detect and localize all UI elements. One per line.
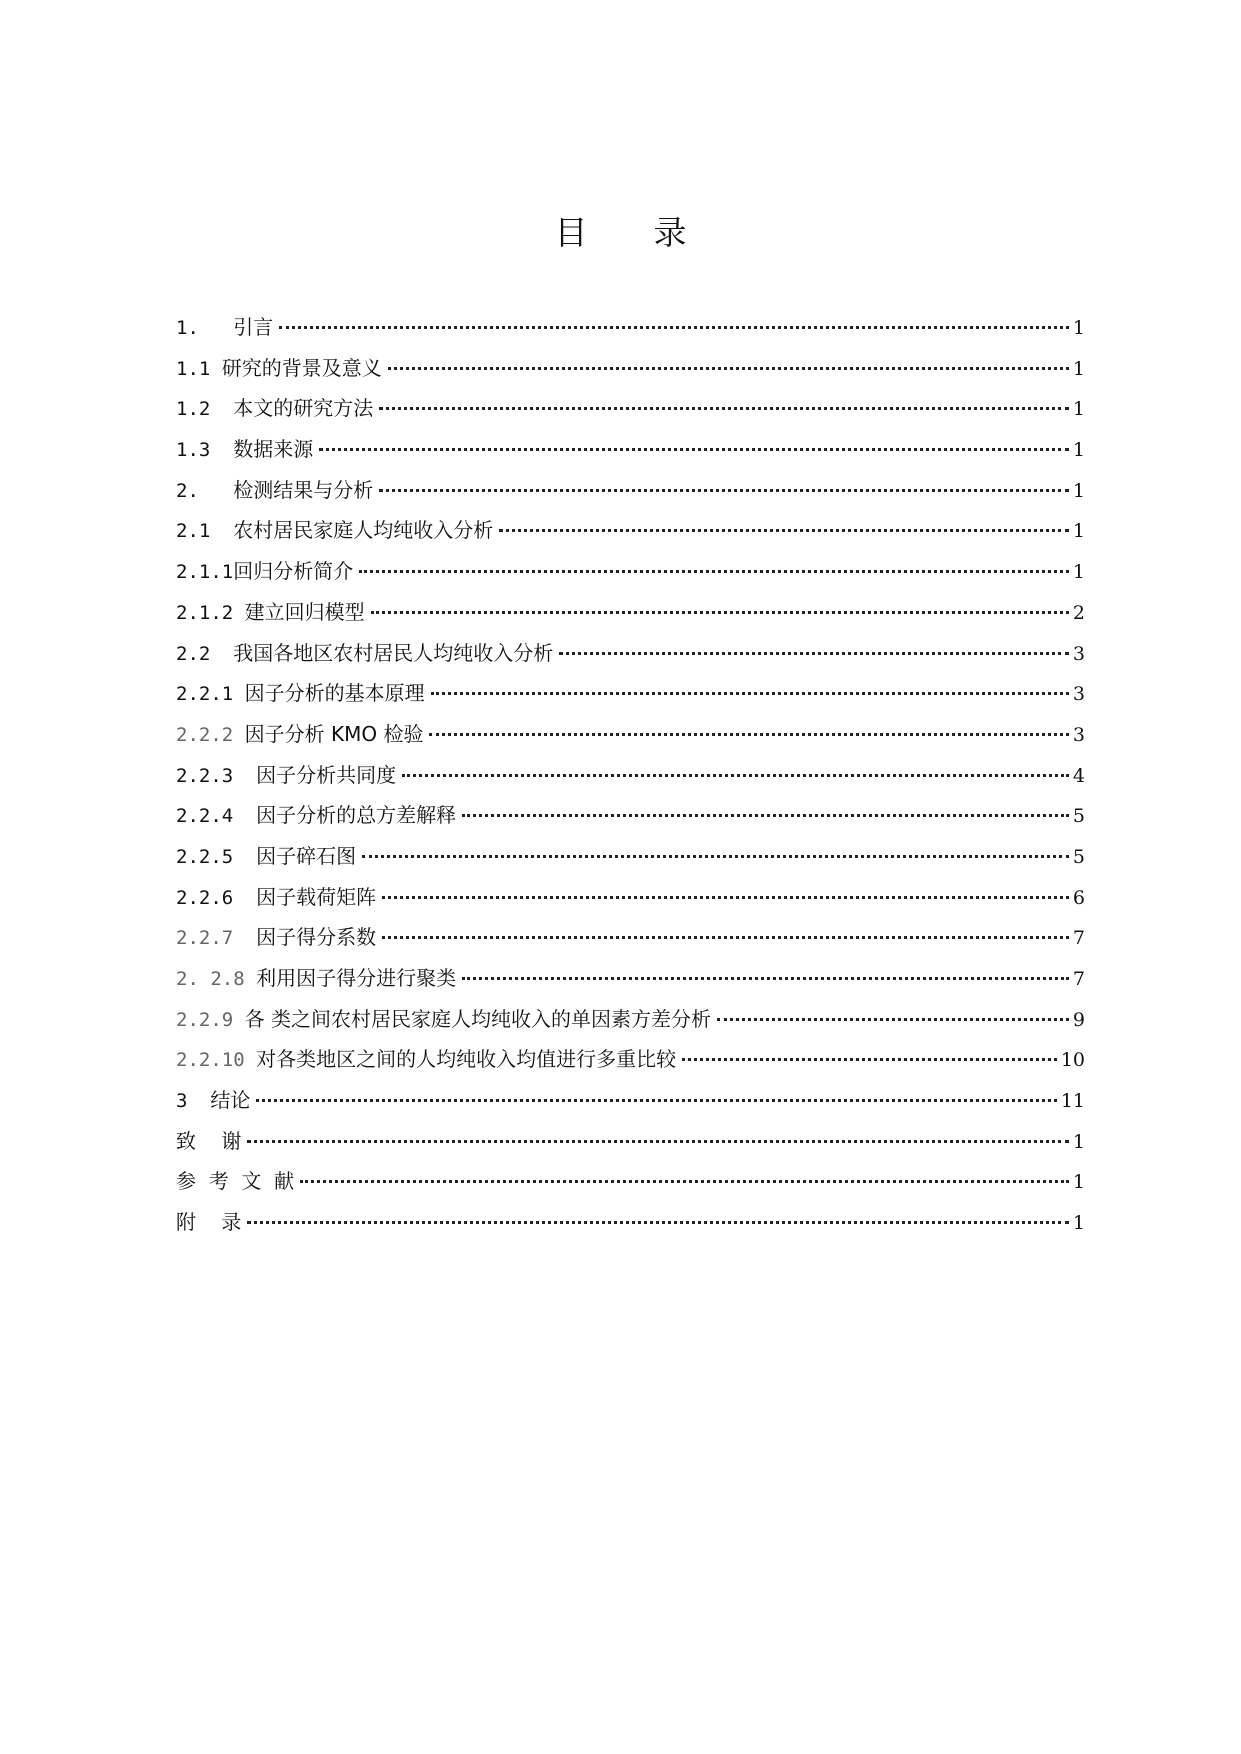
toc-entry-page: 10 bbox=[1060, 1049, 1085, 1072]
toc-entry-page: 1 bbox=[1072, 561, 1085, 584]
toc-entry-number: 2.2 bbox=[176, 642, 234, 665]
toc-dot-leader bbox=[279, 306, 1069, 334]
toc-entry[interactable] bbox=[176, 347, 1085, 388]
toc-dot-leader bbox=[462, 794, 1069, 822]
toc-dot-leader bbox=[499, 509, 1069, 537]
toc-entry-page: 1 bbox=[1072, 520, 1085, 543]
toc-entry-text: 因子碎石图 bbox=[256, 843, 357, 868]
toc-entry[interactable] bbox=[176, 713, 1085, 754]
toc-entry[interactable] bbox=[176, 306, 1085, 347]
toc-entry[interactable] bbox=[176, 998, 1085, 1039]
toc-title bbox=[0, 213, 1241, 253]
toc-entry-text: 因子分析的总方差解释 bbox=[256, 803, 457, 828]
toc-dot-leader bbox=[359, 550, 1069, 578]
toc-entry[interactable] bbox=[176, 957, 1085, 998]
toc-entry[interactable] bbox=[176, 632, 1085, 673]
toc-entry-number: 2.1 bbox=[176, 520, 234, 543]
toc-entry[interactable] bbox=[176, 469, 1085, 510]
toc-entry[interactable] bbox=[176, 835, 1085, 876]
toc-entry[interactable] bbox=[176, 876, 1085, 917]
toc-entry-number: 1.2 bbox=[176, 398, 234, 421]
toc-entry-page: 1 bbox=[1072, 357, 1085, 380]
toc-entry-page: 5 bbox=[1072, 845, 1085, 868]
toc-entry-text: 结论 bbox=[210, 1088, 251, 1113]
toc-entry[interactable] bbox=[176, 1201, 1085, 1242]
toc-entry-text: 回归分析简介 bbox=[233, 559, 354, 584]
toc-dot-leader bbox=[382, 916, 1069, 944]
toc-entry-text: 本文的研究方法 bbox=[233, 396, 374, 421]
toc-list bbox=[176, 306, 1085, 1242]
toc-entry-text: 研究的背景及意义 bbox=[221, 355, 382, 380]
toc-entry-page: 2 bbox=[1072, 601, 1085, 624]
toc-entry-text: 因子得分系数 bbox=[256, 925, 377, 950]
toc-dot-leader bbox=[256, 1079, 1056, 1107]
toc-dot-leader bbox=[429, 713, 1068, 741]
toc-dot-leader bbox=[247, 1120, 1068, 1148]
toc-entry-number: 1.3 bbox=[176, 439, 234, 462]
toc-dot-leader bbox=[462, 957, 1069, 985]
toc-dot-leader bbox=[371, 591, 1069, 619]
toc-dot-leader bbox=[382, 876, 1069, 904]
toc-entry[interactable] bbox=[176, 1079, 1085, 1120]
toc-entry[interactable] bbox=[176, 754, 1085, 795]
toc-entry-page: 3 bbox=[1072, 723, 1085, 746]
toc-entry-text: 检测结果与分析 bbox=[233, 477, 374, 502]
toc-entry[interactable] bbox=[176, 1160, 1085, 1201]
toc-dot-leader bbox=[388, 347, 1069, 375]
toc-entry-number: 2.2.3 bbox=[176, 764, 257, 787]
toc-entry[interactable] bbox=[176, 591, 1085, 632]
toc-entry-number: 2. bbox=[176, 479, 234, 502]
toc-entry-number: 2.2.9 bbox=[176, 1008, 245, 1031]
toc-entry-number: 2.2.2 bbox=[176, 723, 245, 746]
toc-dot-leader bbox=[682, 1038, 1057, 1066]
toc-entry-number: 2.2.5 bbox=[176, 845, 257, 868]
toc-entry-text: 各 类之间农村居民家庭人均纯收入的单因素方差分析 bbox=[244, 1006, 711, 1031]
toc-entry[interactable] bbox=[176, 794, 1085, 835]
toc-entry-page: 11 bbox=[1060, 1090, 1085, 1113]
toc-entry-page: 3 bbox=[1072, 683, 1085, 706]
toc-dot-leader bbox=[379, 387, 1069, 415]
toc-entry[interactable] bbox=[176, 1038, 1085, 1079]
toc-dot-leader bbox=[362, 835, 1069, 863]
toc-entry-number: 2.1.2 bbox=[176, 601, 245, 624]
toc-entry[interactable] bbox=[176, 916, 1085, 957]
toc-entry-page: 4 bbox=[1072, 764, 1085, 787]
toc-entry-number: 2.2.4 bbox=[176, 805, 257, 828]
toc-entry-text: 我国各地区农村居民人均纯收入分析 bbox=[233, 640, 554, 665]
toc-entry-page: 1 bbox=[1072, 1171, 1085, 1194]
toc-entry-text: 农村居民家庭人均纯收入分析 bbox=[233, 518, 494, 543]
toc-dot-leader bbox=[379, 469, 1069, 497]
toc-dot-leader bbox=[559, 632, 1069, 660]
toc-entry-number: 2. 2.8 bbox=[176, 968, 257, 990]
toc-entry-text: 因子分析共同度 bbox=[256, 762, 397, 787]
toc-entry-text: 因子载荷矩阵 bbox=[256, 884, 377, 909]
toc-entry[interactable] bbox=[176, 509, 1085, 550]
toc-dot-leader bbox=[402, 754, 1069, 782]
toc-entry-page: 9 bbox=[1072, 1008, 1085, 1031]
toc-entry-text: 对各类地区之间的人均纯收入均值进行多重比较 bbox=[256, 1047, 677, 1072]
toc-dot-leader bbox=[300, 1160, 1069, 1188]
toc-entry-text: 引言 bbox=[233, 315, 274, 339]
toc-entry-page: 6 bbox=[1072, 886, 1085, 909]
toc-entry[interactable] bbox=[176, 1120, 1085, 1161]
toc-entry-number: 2.2.6 bbox=[176, 886, 257, 909]
toc-entry[interactable] bbox=[176, 387, 1085, 428]
toc-dot-leader bbox=[247, 1201, 1068, 1229]
toc-dot-leader bbox=[717, 998, 1069, 1026]
toc-entry-page: 1 bbox=[1072, 1130, 1085, 1153]
toc-entry-page: 7 bbox=[1072, 968, 1085, 990]
toc-entry-page: 5 bbox=[1072, 805, 1085, 828]
toc-title-char-2: 录 bbox=[653, 213, 687, 252]
toc-entry-number: 2.2.7 bbox=[176, 927, 257, 950]
toc-title-char-1: 目 bbox=[554, 213, 588, 252]
toc-entry-text: 致 谢 bbox=[176, 1128, 242, 1153]
toc-entry-page: 3 bbox=[1072, 642, 1085, 665]
toc-entry-text: 利用因子得分进行聚类 bbox=[256, 966, 457, 990]
toc-entry-number: 2.2.10 bbox=[176, 1049, 257, 1072]
toc-entry-text: 建立回归模型 bbox=[244, 599, 365, 624]
toc-entry-page: 1 bbox=[1072, 1212, 1085, 1235]
toc-entry-page: 1 bbox=[1072, 439, 1085, 462]
toc-entry[interactable] bbox=[176, 428, 1085, 469]
toc-entry-number: 1.1 bbox=[176, 357, 222, 380]
toc-entry[interactable] bbox=[176, 550, 1085, 591]
toc-entry-text: 附 录 bbox=[176, 1210, 242, 1235]
toc-entry-text: 因子分析的基本原理 bbox=[244, 681, 425, 706]
toc-entry-text: 参 考 文 献 bbox=[176, 1169, 295, 1194]
toc-entry-page: 1 bbox=[1072, 398, 1085, 421]
toc-dot-leader bbox=[431, 672, 1069, 700]
toc-entry-text: 数据来源 bbox=[233, 437, 314, 462]
toc-entry-number: 3 bbox=[176, 1090, 211, 1113]
toc-dot-leader bbox=[319, 428, 1069, 456]
toc-entry-text: 因子分析 KMO 检验 bbox=[244, 721, 424, 746]
toc-entry-number: 2.1.1 bbox=[176, 561, 234, 584]
toc-entry-number: 2.2.1 bbox=[176, 683, 245, 706]
toc-entry[interactable] bbox=[176, 672, 1085, 713]
toc-entry-page: 1 bbox=[1072, 317, 1085, 339]
toc-entry-page: 7 bbox=[1072, 927, 1085, 950]
toc-entry-page: 1 bbox=[1072, 479, 1085, 502]
toc-entry-number: 1. bbox=[176, 317, 234, 339]
